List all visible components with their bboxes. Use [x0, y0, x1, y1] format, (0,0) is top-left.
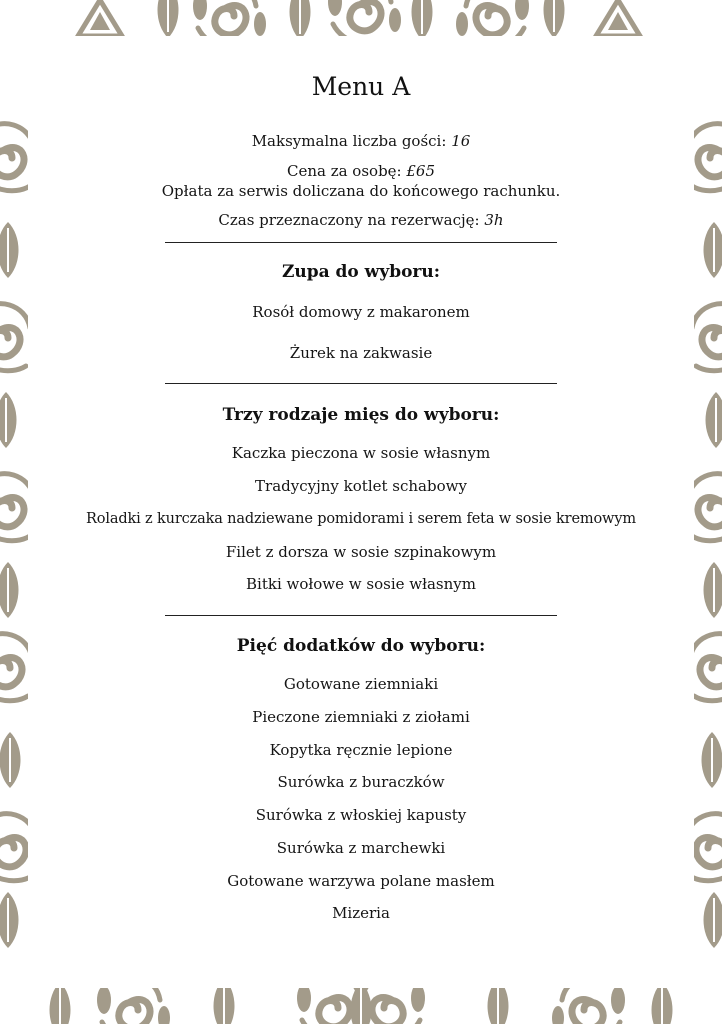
menu-item: Surówka z marchewki [276, 839, 446, 857]
menu-item: Gotowane ziemniaki [283, 675, 439, 693]
price-label: Cena za osobę: [286, 162, 402, 180]
reservation-time-label: Czas przeznaczony na rezerwację: [218, 211, 480, 229]
menu-item: Filet z dorsza w sosie szpinakowym [225, 543, 497, 561]
max-guests-value: 16 [451, 132, 471, 150]
menu-item: Rosół domowy z makaronem [252, 303, 470, 321]
price-line [0, 161, 722, 181]
max-guests-label: Maksymalna liczba gości: [251, 132, 447, 150]
menu-item: Kaczka pieczona w sosie własnym [231, 444, 491, 462]
menu-item: Żurek na zakwasie [289, 344, 433, 362]
menu-item: Kopytka ręcznie lepione [269, 741, 453, 759]
menu-item: Surówka z buraczków [277, 773, 445, 791]
menu-item: Roladki z kurczaka nadziewane pomidorami i serem feta w sosie kremowym [86, 511, 636, 527]
menu-item: Bitki wołowe w sosie własnym [246, 575, 476, 593]
soup-section-title: Zupa do wyboru: [281, 262, 441, 282]
reservation-time-line [0, 210, 722, 230]
meat-section-title: Trzy rodzaje mięs do wyboru: [222, 405, 500, 425]
divider [165, 383, 557, 384]
menu-item: Pieczone ziemniaki z ziołami [252, 708, 470, 726]
menu-item: Mizeria [332, 904, 390, 922]
price-value: £65 [406, 162, 436, 180]
service-note: Opłata za serwis doliczana do końcowego rachunku. [161, 182, 561, 200]
menu-item: Tradycyjny kotlet schabowy [255, 477, 467, 495]
menu-title: Menu A [311, 72, 411, 101]
sides-section-title: Pięć dodatków do wyboru: [236, 636, 486, 656]
divider [165, 615, 557, 616]
menu-item: Gotowane warzywa polane masłem [227, 872, 495, 890]
max-guests-line [0, 131, 722, 151]
divider [165, 242, 557, 243]
reservation-time-value: 3h [484, 211, 504, 229]
menu-item: Surówka z włoskiej kapusty [255, 806, 467, 824]
